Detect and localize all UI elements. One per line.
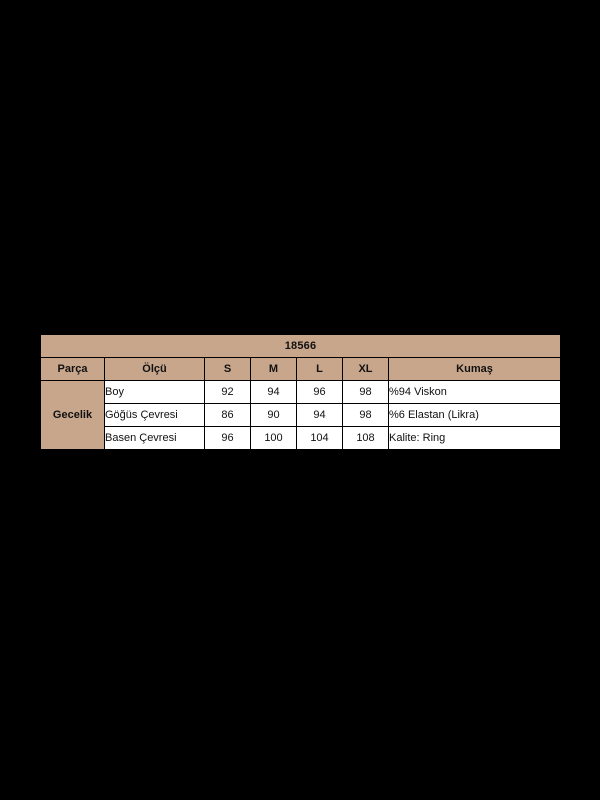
header-part: Parça — [41, 358, 105, 381]
product-code-title: 18566 — [41, 335, 561, 358]
size-chart-table — [40, 334, 561, 450]
header-size-xl: XL — [343, 358, 389, 381]
value-s: 92 — [205, 381, 251, 404]
measure-name: Göğüs Çevresi — [105, 404, 205, 427]
value-m: 94 — [251, 381, 297, 404]
measure-name: Basen Çevresi — [105, 427, 205, 450]
value-l: 94 — [297, 404, 343, 427]
size-chart-container — [40, 334, 560, 450]
value-m: 100 — [251, 427, 297, 450]
header-fabric: Kumaş — [389, 358, 561, 381]
value-m: 90 — [251, 404, 297, 427]
value-s: 86 — [205, 404, 251, 427]
fabric-note: %6 Elastan (Likra) — [389, 404, 561, 427]
value-xl: 108 — [343, 427, 389, 450]
fabric-note: Kalite: Ring — [389, 427, 561, 450]
table-row — [41, 404, 561, 427]
header-measure: Ölçü — [105, 358, 205, 381]
measure-name: Boy — [105, 381, 205, 404]
header-size-m: M — [251, 358, 297, 381]
value-s: 96 — [205, 427, 251, 450]
table-title-row — [41, 335, 561, 358]
value-l: 96 — [297, 381, 343, 404]
value-xl: 98 — [343, 381, 389, 404]
part-label: Gecelik — [41, 381, 105, 450]
header-size-s: S — [205, 358, 251, 381]
value-xl: 98 — [343, 404, 389, 427]
table-row — [41, 381, 561, 404]
fabric-note: %94 Viskon — [389, 381, 561, 404]
value-l: 104 — [297, 427, 343, 450]
table-row — [41, 427, 561, 450]
table-header-row — [41, 358, 561, 381]
header-size-l: L — [297, 358, 343, 381]
